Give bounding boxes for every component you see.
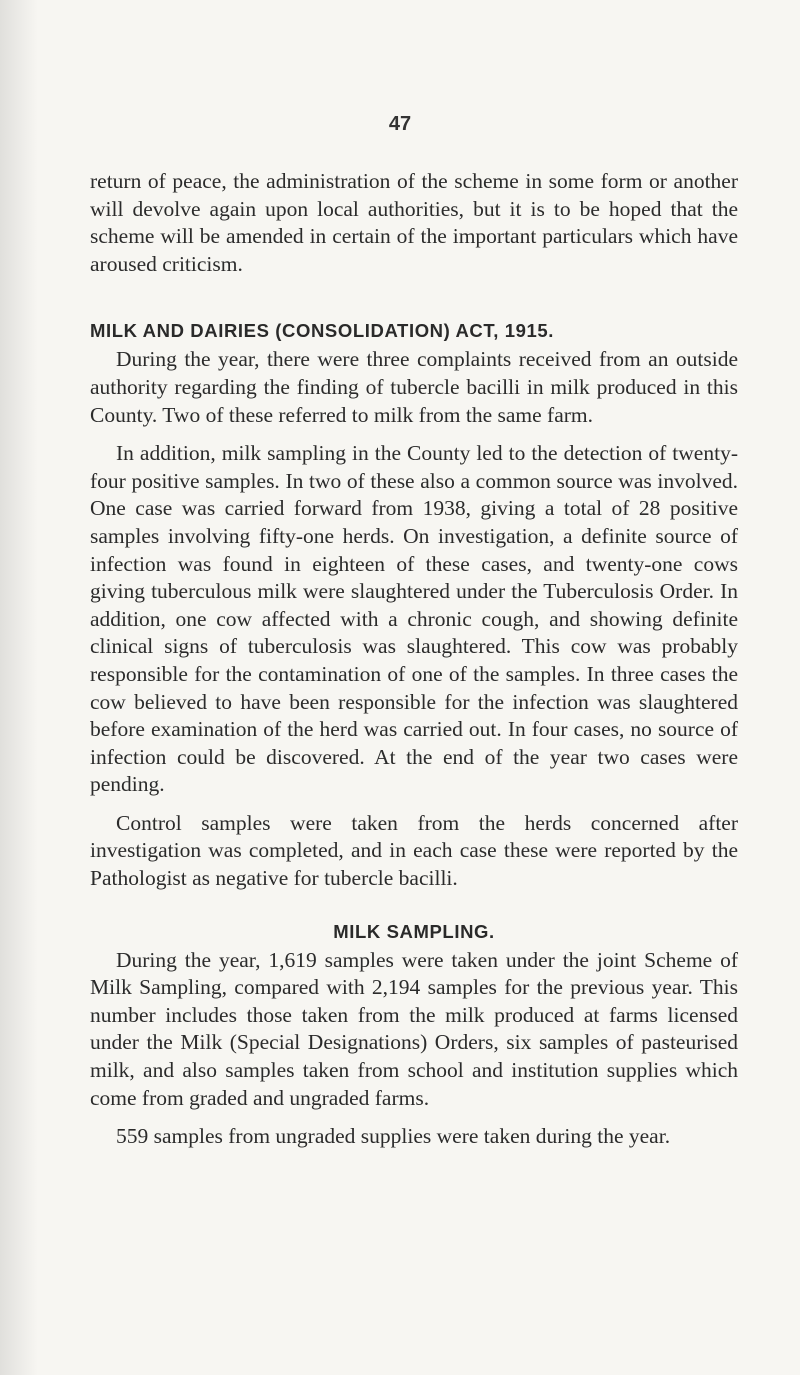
page-number: 47 — [388, 113, 412, 135]
section-heading-milk-sampling: MILK SAMPLING. — [333, 920, 495, 942]
paragraph-intro: return of peace, the administration of the scheme in some form or another will devolve again upon local authorities, but it is to be hoped that the scheme will be amended in certain of the important particulars which have aroused criticism. — [90, 169, 738, 276]
paragraph-ungraded-supplies: 559 samples from ungraded supplies were taken during the year. — [116, 1124, 671, 1149]
paragraph-control-samples: Control samples were taken from the herds concerned after investigation was completed, and in each case these were reported by the Pathologist as negative for tubercle bacilli. — [90, 810, 738, 891]
section-heading-milk-dairies-act: MILK AND DAIRIES (CONSOLIDATION) ACT, 1915. — [90, 320, 555, 342]
paragraph-complaints: During the year, there were three complaints received from an outside authority regarding the finding of tubercle bacilli in milk produced in this County. Two of these referred to milk from the same farm. — [90, 347, 738, 427]
page-body — [90, 168, 738, 1151]
paragraph-sampling-year: During the year, 1,619 samples were taken under the joint Scheme of Milk Sampling, compared with 2,194 samples for the previous year. This number includes those taken from the milk produced at farms licensed under the Milk (Special Designations) Orders, six samples of pasteurised milk, and also samples taken from school and institution supplies which come from graded and ungraded farms. — [90, 947, 738, 1110]
paragraph-sampling-detection: In addition, milk sampling in the County led to the detection of twenty-four positive samples. In two of these also a common source was involved. One case was carried forward from 1938, giving a total of 28 positive samples involving fifty-one herds. On investigation, a definite source of infection was found in eighteen of these cases, and twenty-one cows giving tuberculous milk were slaughtered under the Tuberculosis Order. In addition, one cow affected with a chronic cough, and showing definite clinical signs of tuberculosis was slaughtered. This cow was probably responsible for the contamination of one of the samples. In three cases the cow believed to have been responsible for the infection was slaughtered before examination of the herd was carried out. In four cases, no source of infection could be discovered. At the end of the year two cases were pending. — [90, 441, 738, 797]
page-edge-shadow — [0, 0, 38, 1375]
